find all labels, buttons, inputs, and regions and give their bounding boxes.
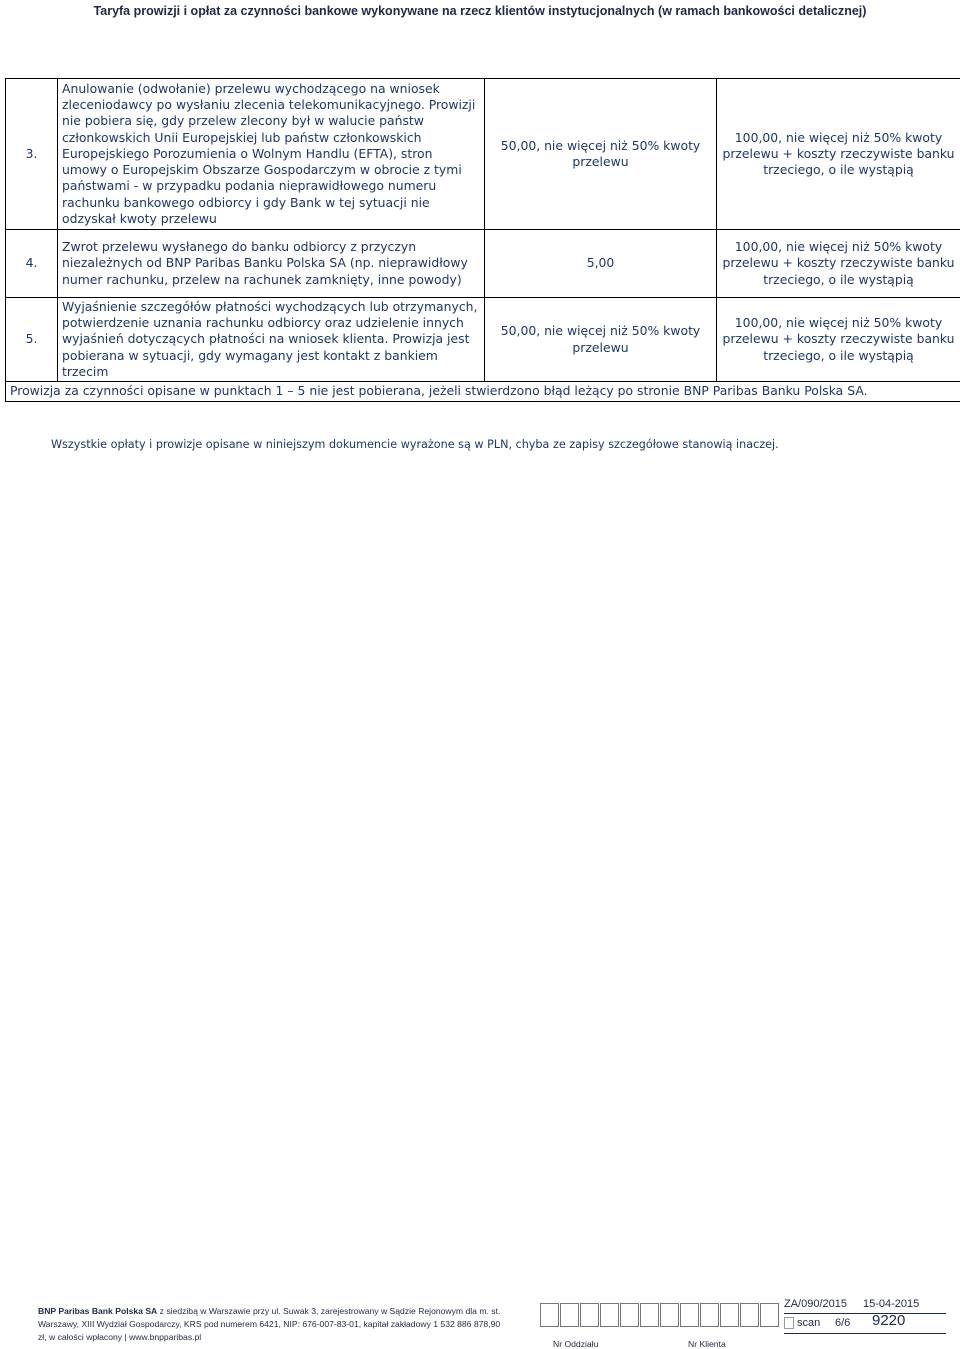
digit-box: [560, 1303, 579, 1327]
footer-line-1: z siedzibą w Warszawie przy ul. Suwak 3, zarejestrowany w Sądzie Rejonowym dla m. st.: [157, 1306, 501, 1316]
table-row: [6, 230, 960, 298]
document-code: ZA/090/2015: [784, 1298, 847, 1310]
branch-number-label: Nr Oddziału: [553, 1339, 599, 1349]
row-description: Wyjaśnienie szczegółów płatności wychodzących lub otrzymanych, potwierdzenie uznania rachunku odbiorcy oraz udzielenie innych wyjaśnień dotyczących płatności na wniosek klienta. Prowizja jest pobierana w sytuacji, gdy wymagany jest kontakt z bankiem trzecim: [58, 298, 485, 382]
page-number: 6/6: [835, 1317, 851, 1329]
digit-box: [700, 1303, 719, 1327]
row-description: Zwrot przelewu wysłanego do banku odbiorcy z przyczyn niezależnych od BNP Paribas Banku Polska SA (np. nieprawidłowy numer rachunku, przelew na rachunek zamknięty, inne powody): [58, 230, 485, 298]
footer-line-2: Warszawy, XIII Wydział Gospodarczy, KRS pod numerem 6421, NIP: 676-007-83-01, kapitał zakładowy 1 532 886 878,90: [38, 1319, 501, 1329]
footer-rule: [784, 1313, 946, 1314]
digit-box: [660, 1303, 679, 1327]
table-row: [6, 298, 960, 382]
digit-box: [600, 1303, 619, 1327]
scan-label: scan: [797, 1317, 821, 1329]
row-number: 3.: [6, 79, 58, 230]
footer-company-info: [38, 1305, 538, 1344]
row-fee: 5,00: [485, 230, 717, 298]
client-number-boxes: [640, 1303, 780, 1327]
footer-line-3: zł, w całości wpłacony | www.bnpparibas.pl: [38, 1332, 202, 1342]
row-number: 5.: [6, 298, 58, 382]
footer-company-name: BNP Paribas Bank Polska SA: [38, 1306, 158, 1316]
digit-box: [620, 1303, 639, 1327]
digit-box: [740, 1303, 759, 1327]
currency-disclaimer: Wszystkie opłaty i prowizje opisane w niniejszym dokumencie wyrażone są w PLN, chyba ze zapisy szczegółowe stanowią inaczej.: [51, 438, 779, 451]
branch-number-boxes: [540, 1303, 640, 1327]
digit-box: [580, 1303, 599, 1327]
fee-table: [5, 78, 960, 402]
scan-checkbox: [784, 1317, 794, 1329]
client-number-label: Nr Klienta: [688, 1339, 726, 1349]
digit-box: [680, 1303, 699, 1327]
row-fee-foreign: 100,00, nie więcej niż 50% kwoty przelewu + koszty rzeczywiste banku trzeciego, o ile wystąpią: [717, 230, 960, 298]
footer-rule: [784, 1333, 946, 1334]
digit-box: [760, 1303, 779, 1327]
row-number: 4.: [6, 230, 58, 298]
row-fee-foreign: 100,00, nie więcej niż 50% kwoty przelewu + koszty rzeczywiste banku trzeciego, o ile wystąpią: [717, 298, 960, 382]
document-header-title: Taryfa prowizji i opłat za czynności bankowe wykonywane na rzecz klientów instytucjonalnych (w ramach bankowości detalicznej): [93, 4, 867, 18]
table-row: [6, 382, 960, 402]
row-description: Anulowanie (odwołanie) przelewu wychodzącego na wniosek zleceniodawcy po wysłaniu zlecenia telekomunikacyjnego. Prowizji nie pobiera się, gdy przelew zlecony był w walucie państw członkowskich Unii Europejskiej lub państw członkowskich Europejskiego Porozumienia o Wolnym Handlu (EFTA), stron umowy o Europejskim Obszarze Gospodarczym w obrocie z tymi państwami - w przypadku podania nieprawidłowego numeru rachunku bankowego odbiorcy i gdy Bank w tej sytuacji nie odzyskał kwoty przelewu: [58, 79, 485, 230]
digit-box: [540, 1303, 559, 1327]
form-number: 9220: [872, 1312, 906, 1329]
digit-box: [720, 1303, 739, 1327]
table-row: [6, 79, 960, 230]
table-note: Prowizja za czynności opisane w punktach 1 – 5 nie jest pobierana, jeżeli stwierdzono błąd leżący po stronie BNP Paribas Banku Polska SA.: [6, 382, 960, 402]
row-fee-foreign: 100,00, nie więcej niż 50% kwoty przelewu + koszty rzeczywiste banku trzeciego, o ile wystąpią: [717, 79, 960, 230]
document-date: 15-04-2015: [863, 1298, 920, 1310]
row-fee: 50,00, nie więcej niż 50% kwoty przelewu: [485, 79, 717, 230]
digit-box: [640, 1303, 659, 1327]
row-fee: 50,00, nie więcej niż 50% kwoty przelewu: [485, 298, 717, 382]
